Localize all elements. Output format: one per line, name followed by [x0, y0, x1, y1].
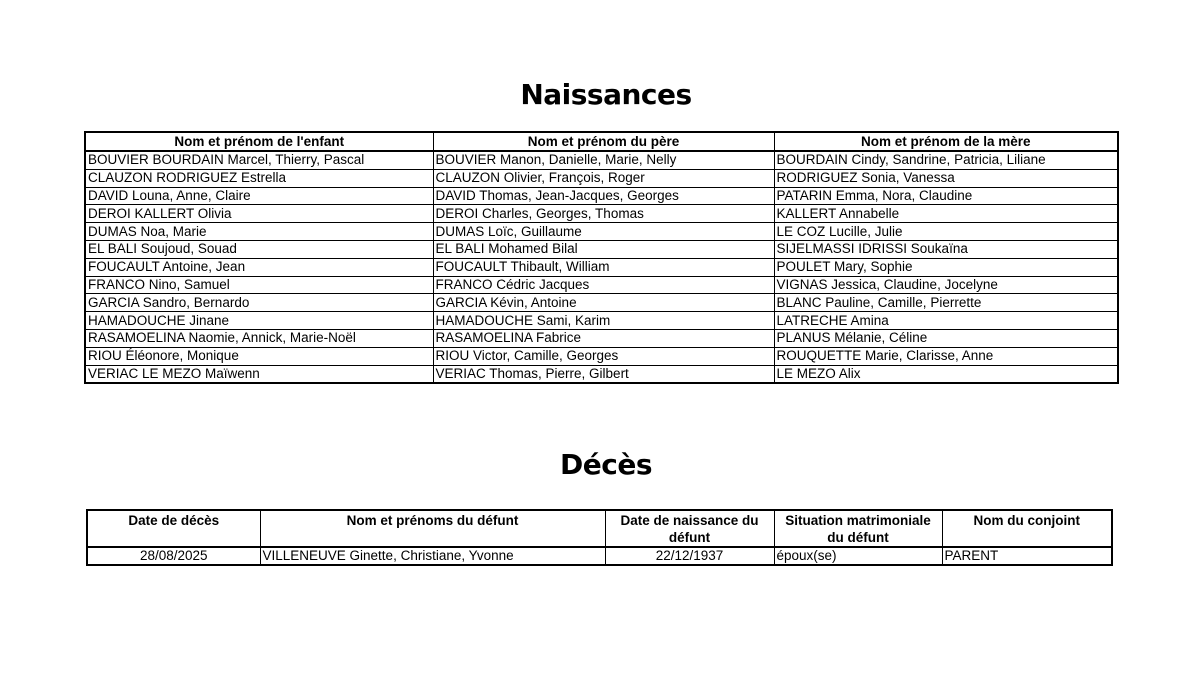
child-name-cell: DUMAS Noa, Marie — [85, 223, 433, 241]
father-name-cell: FOUCAULT Thibault, William — [433, 258, 774, 276]
births-header-row — [85, 132, 1118, 151]
header-birth-date: Date de naissance du défunt — [605, 510, 774, 547]
spouse-name-cell: PARENT — [942, 547, 1112, 565]
deceased-name-cell: VILLENEUVE Ginette, Christiane, Yvonne — [260, 547, 605, 565]
mother-name-cell: VIGNAS Jessica, Claudine, Jocelyne — [774, 276, 1118, 294]
father-name-cell: VERIAC Thomas, Pierre, Gilbert — [433, 365, 774, 383]
table-row — [87, 547, 1112, 565]
father-name-cell: HAMADOUCHE Sami, Karim — [433, 312, 774, 330]
birth-date-cell: 22/12/1937 — [605, 547, 774, 565]
table-row — [85, 258, 1118, 276]
table-row — [85, 205, 1118, 223]
deaths-table — [86, 509, 1113, 566]
table-row — [85, 223, 1118, 241]
table-row — [85, 276, 1118, 294]
child-name-cell: DAVID Louna, Anne, Claire — [85, 187, 433, 205]
mother-name-cell: BOURDAIN Cindy, Sandrine, Patricia, Liliane — [774, 151, 1118, 169]
header-marital-status: Situation matrimoniale du défunt — [774, 510, 942, 547]
father-name-cell: EL BALI Mohamed Bilal — [433, 240, 774, 258]
header-spouse-name: Nom du conjoint — [942, 510, 1112, 547]
child-name-cell: DEROI KALLERT Olivia — [85, 205, 433, 223]
child-name-cell: BOUVIER BOURDAIN Marcel, Thierry, Pascal — [85, 151, 433, 169]
header-father-name: Nom et prénom du père — [433, 132, 774, 151]
table-row — [85, 329, 1118, 347]
table-row — [85, 151, 1118, 169]
father-name-cell: RASAMOELINA Fabrice — [433, 329, 774, 347]
father-name-cell: BOUVIER Manon, Danielle, Marie, Nelly — [433, 151, 774, 169]
mother-name-cell: LE MEZO Alix — [774, 365, 1118, 383]
mother-name-cell: RODRIGUEZ Sonia, Vanessa — [774, 169, 1118, 187]
mother-name-cell: PATARIN Emma, Nora, Claudine — [774, 187, 1118, 205]
child-name-cell: FOUCAULT Antoine, Jean — [85, 258, 433, 276]
mother-name-cell: PLANUS Mélanie, Céline — [774, 329, 1118, 347]
father-name-cell: DEROI Charles, Georges, Thomas — [433, 205, 774, 223]
mother-name-cell: POULET Mary, Sophie — [774, 258, 1118, 276]
child-name-cell: EL BALI Soujoud, Souad — [85, 240, 433, 258]
father-name-cell: GARCIA Kévin, Antoine — [433, 294, 774, 312]
table-row — [85, 312, 1118, 330]
table-row — [85, 294, 1118, 312]
table-row — [85, 365, 1118, 383]
mother-name-cell: LATRECHE Amina — [774, 312, 1118, 330]
header-deceased-name: Nom et prénoms du défunt — [260, 510, 605, 547]
deaths-title: Décès — [560, 448, 652, 481]
child-name-cell: FRANCO Nino, Samuel — [85, 276, 433, 294]
births-table — [84, 131, 1119, 384]
child-name-cell: VERIAC LE MEZO Maïwenn — [85, 365, 433, 383]
mother-name-cell: SIJELMASSI IDRISSI Soukaïna — [774, 240, 1118, 258]
child-name-cell: RASAMOELINA Naomie, Annick, Marie-Noël — [85, 329, 433, 347]
header-child-name: Nom et prénom de l'enfant — [85, 132, 433, 151]
father-name-cell: FRANCO Cédric Jacques — [433, 276, 774, 294]
mother-name-cell: LE COZ Lucille, Julie — [774, 223, 1118, 241]
child-name-cell: HAMADOUCHE Jinane — [85, 312, 433, 330]
mother-name-cell: KALLERT Annabelle — [774, 205, 1118, 223]
child-name-cell: CLAUZON RODRIGUEZ Estrella — [85, 169, 433, 187]
table-row — [85, 169, 1118, 187]
marital-status-cell: époux(se) — [774, 547, 942, 565]
father-name-cell: DUMAS Loïc, Guillaume — [433, 223, 774, 241]
deaths-header-row — [87, 510, 1112, 547]
father-name-cell: DAVID Thomas, Jean-Jacques, Georges — [433, 187, 774, 205]
father-name-cell: CLAUZON Olivier, François, Roger — [433, 169, 774, 187]
table-row — [85, 347, 1118, 365]
mother-name-cell: ROUQUETTE Marie, Clarisse, Anne — [774, 347, 1118, 365]
header-death-date: Date de décès — [87, 510, 260, 547]
table-row — [85, 187, 1118, 205]
table-row — [85, 240, 1118, 258]
child-name-cell: GARCIA Sandro, Bernardo — [85, 294, 433, 312]
death-date-cell: 28/08/2025 — [87, 547, 260, 565]
births-title: Naissances — [520, 78, 692, 111]
father-name-cell: RIOU Victor, Camille, Georges — [433, 347, 774, 365]
child-name-cell: RIOU Éléonore, Monique — [85, 347, 433, 365]
header-mother-name: Nom et prénom de la mère — [774, 132, 1118, 151]
mother-name-cell: BLANC Pauline, Camille, Pierrette — [774, 294, 1118, 312]
